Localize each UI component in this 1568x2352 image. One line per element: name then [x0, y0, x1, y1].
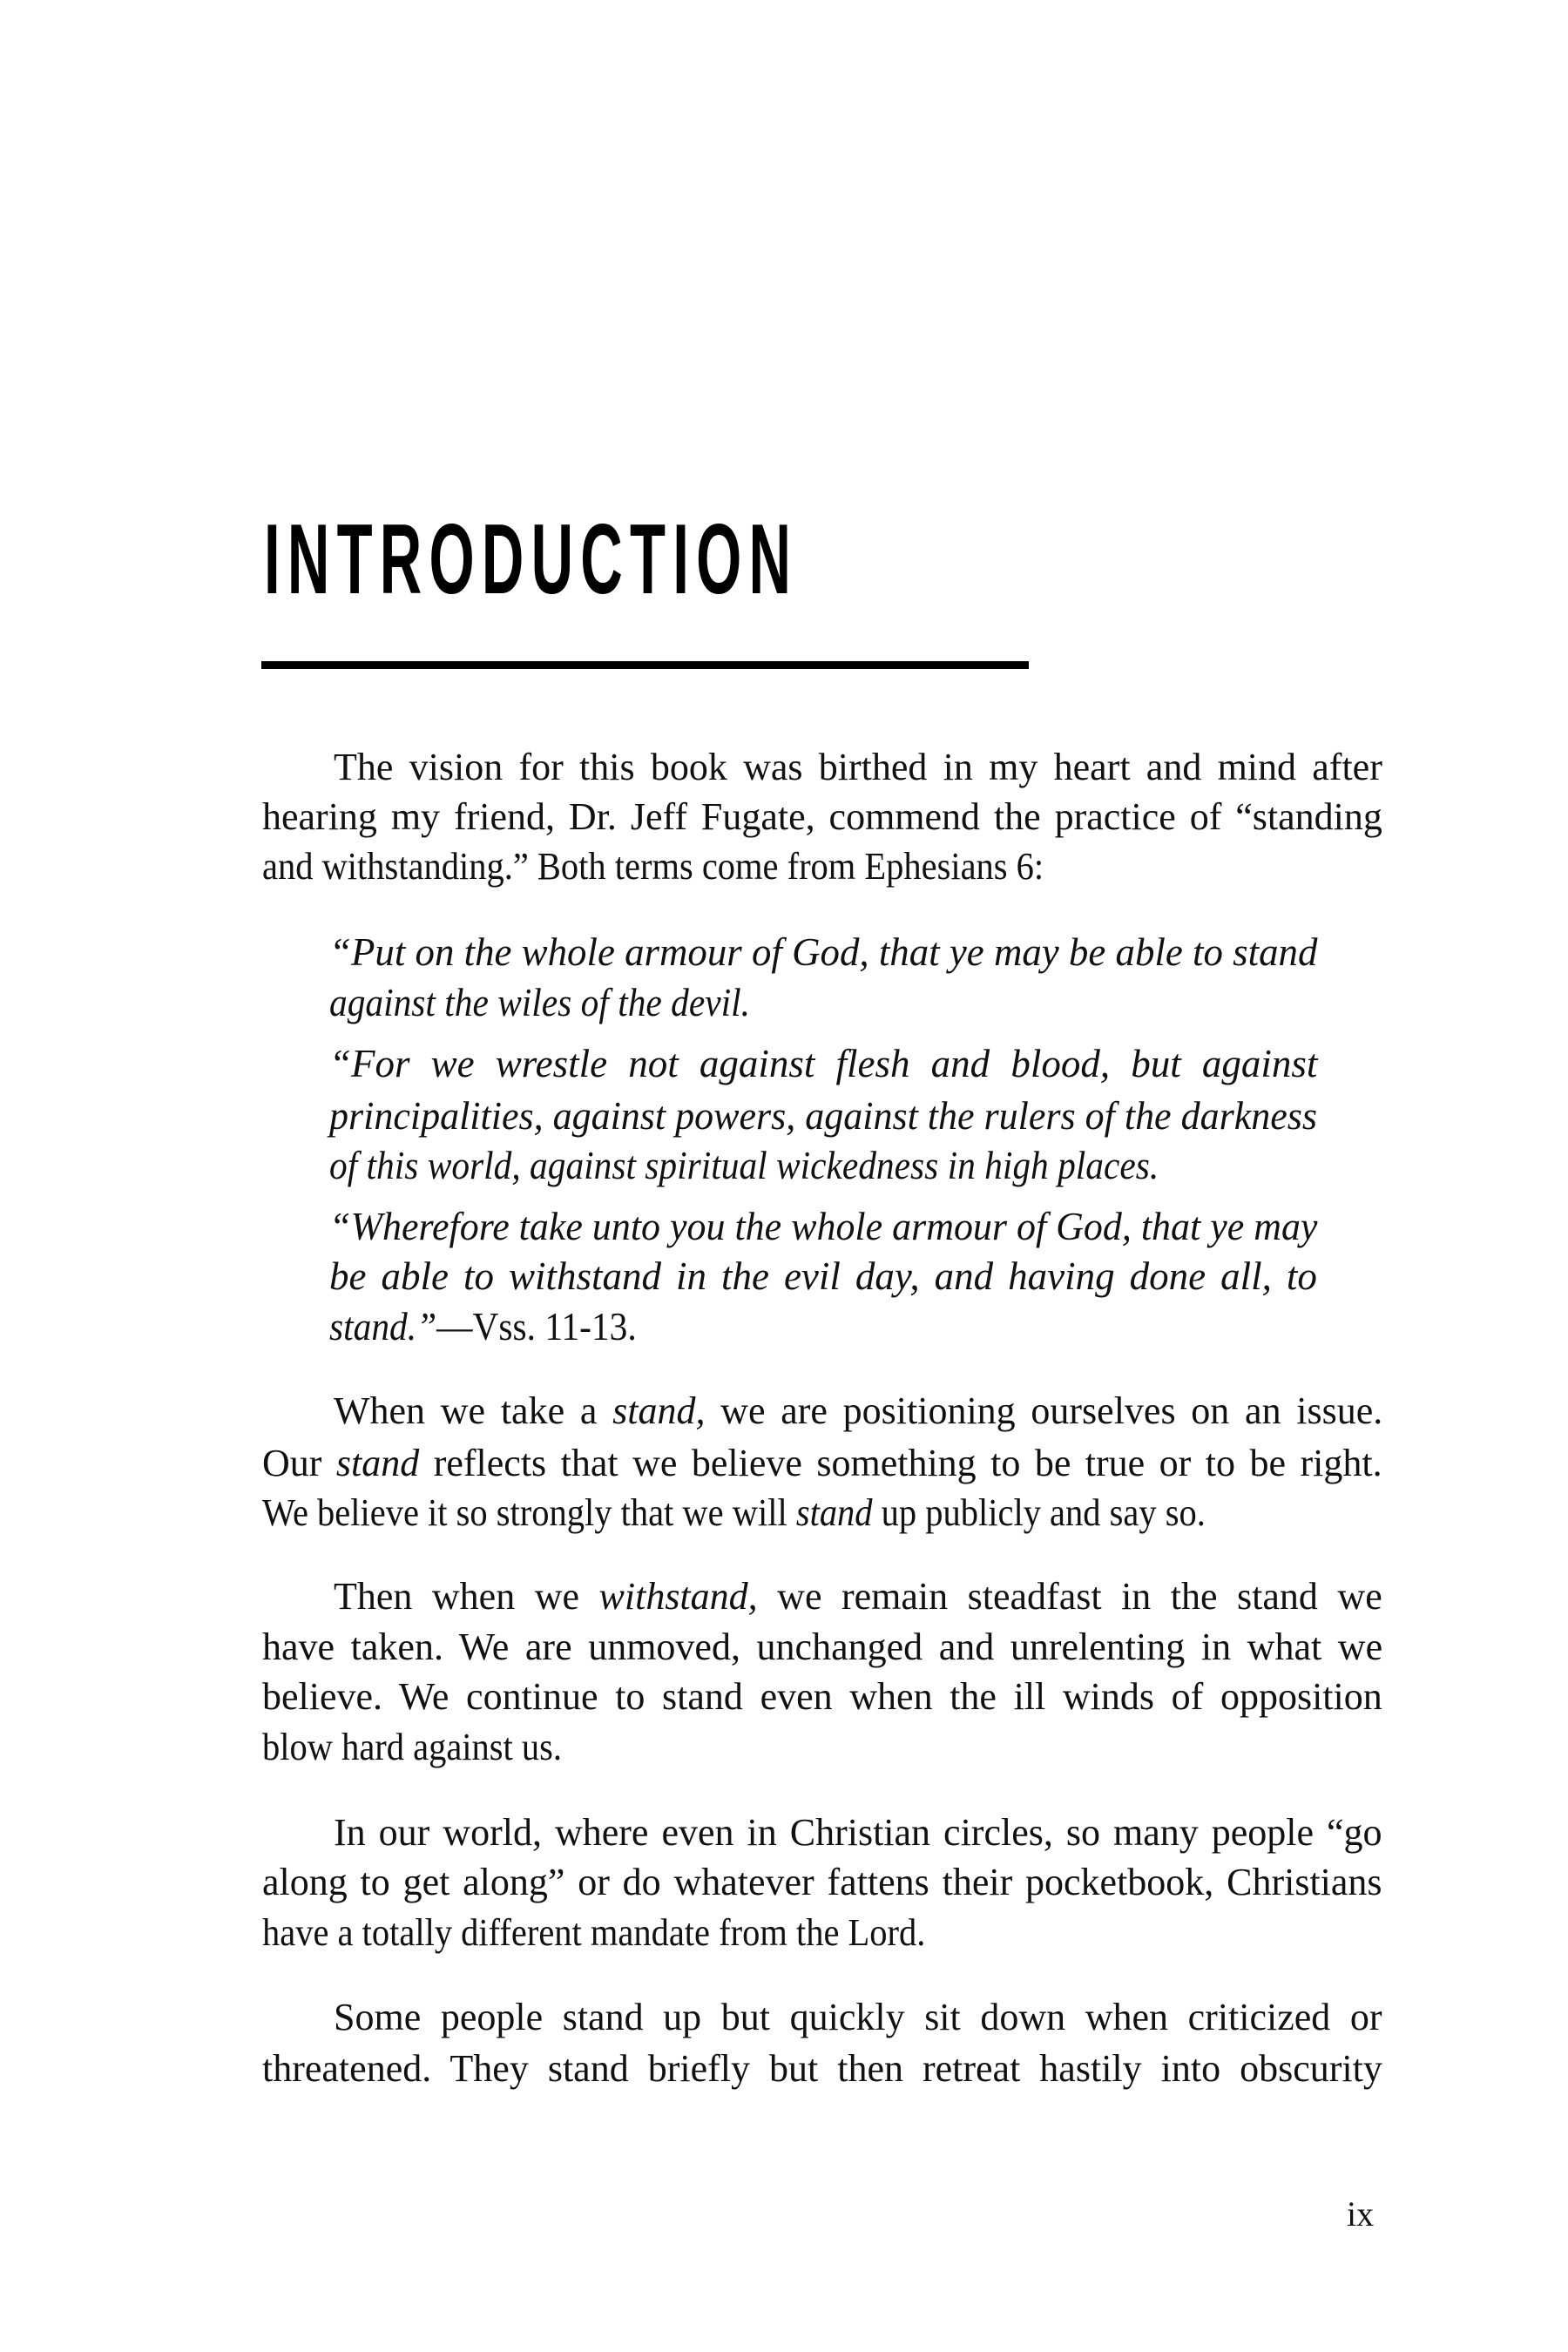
- text-segment: have a totally different mandate from the Lord.: [262, 1911, 926, 1954]
- chapter-title: INTRODUCTION: [264, 504, 799, 615]
- scripture-quote-line: [329, 983, 750, 1022]
- text-segment: “Put on the whole armour of God, that ye may be able to stand: [329, 930, 1318, 974]
- paragraph-line: [262, 845, 1044, 888]
- text-segment: Some people stand up but quickly sit down when criticized or: [334, 1996, 1382, 2038]
- scripture-quote-line: [329, 1044, 1317, 1083]
- scripture-quote-line: [329, 1094, 1317, 1138]
- text-segment: We believe it so strongly that we will: [262, 1491, 796, 1534]
- text-segment: of this world, against spiritual wickedness in high places.: [329, 1144, 1159, 1187]
- paragraph-line: [262, 1491, 1206, 1534]
- text-segment: threatened. They stand briefly but then retreat hastily into obscurity: [262, 2047, 1382, 2090]
- title-underline-rule: [261, 661, 1029, 669]
- emphasis-text: stand,: [612, 1389, 706, 1432]
- text-segment: we are positioning ourselves on an issue.: [705, 1389, 1383, 1432]
- scripture-quote-line: [329, 1207, 1317, 1246]
- text-segment: and withstanding.” Both terms come from Ephesians 6:: [262, 845, 1044, 888]
- text-segment: “Wherefore take unto you the whole armour of God, that ye may: [329, 1205, 1318, 1248]
- text-segment: have taken. We are unmoved, unchanged and unrelenting in what we: [262, 1625, 1383, 1668]
- paragraph-line: [262, 1863, 1382, 1902]
- paragraph-line: [334, 1575, 1382, 1618]
- paragraph-line: [262, 795, 1382, 838]
- scripture-quote-line: [329, 1254, 1317, 1298]
- paragraph-line: [262, 1911, 926, 1954]
- verse-reference: —Vss. 11-13.: [436, 1305, 637, 1348]
- text-segment: believe. We continue to stand even when the ill winds of opposition: [262, 1675, 1382, 1718]
- paragraph-line: [334, 1811, 1382, 1854]
- text-segment: we remain steadfast in the stand we: [757, 1575, 1382, 1618]
- scripture-quote-line: [329, 930, 1318, 974]
- text-segment: The vision for this book was birthed in my heart and mind after: [334, 746, 1382, 788]
- scripture-quote-line: [329, 1146, 1159, 1185]
- paragraph-line: [334, 748, 1382, 787]
- paragraph-line: [262, 2047, 1382, 2090]
- text-segment: principalities, against powers, against the rulers of the darkness: [329, 1094, 1317, 1138]
- text-segment: blow hard against us.: [262, 1726, 563, 1768]
- text-segment: In our world, where even in Christian circles, so many people “go: [334, 1811, 1382, 1854]
- emphasis-text: stand: [795, 1491, 873, 1534]
- text-segment: reflects that we believe something to be true or to be right.: [419, 1442, 1382, 1484]
- text-segment: up publicly and say so.: [872, 1491, 1206, 1534]
- text-segment: against the wiles of the devil.: [329, 981, 750, 1024]
- text-segment: along to get along” or do whatever fattens their pocketbook, Christians: [262, 1861, 1382, 1903]
- emphasis-text: withstand,: [598, 1575, 758, 1618]
- scripture-quote-line: [329, 1305, 637, 1348]
- paragraph-line: [334, 1998, 1382, 2037]
- paragraph-line: [334, 1389, 1383, 1432]
- paragraph-line: [262, 1444, 1382, 1483]
- text-segment: stand.”: [329, 1305, 437, 1348]
- paragraph-line: [262, 1675, 1382, 1718]
- text-segment: hearing my friend, Dr. Jeff Fugate, commend the practice of “standing: [262, 795, 1382, 838]
- page-number: ix: [1347, 2194, 1375, 2234]
- text-segment: be able to withstand in the evil day, and having done all, to: [329, 1254, 1317, 1298]
- emphasis-text: stand: [335, 1442, 420, 1484]
- text-segment: When we take a: [334, 1389, 613, 1432]
- paragraph-line: [262, 1625, 1383, 1668]
- text-segment: Then when we: [334, 1575, 599, 1618]
- text-segment: “For we wrestle not against flesh and blood, but against: [329, 1042, 1318, 1085]
- paragraph-line: [262, 1728, 562, 1767]
- text-segment: Our: [262, 1442, 336, 1484]
